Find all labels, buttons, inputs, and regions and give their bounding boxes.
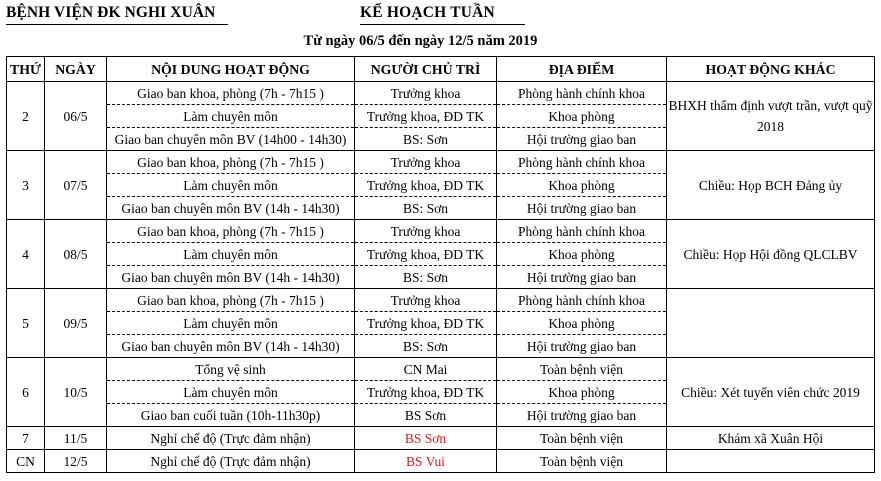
table-row — [7, 220, 875, 243]
cell-hoat-dong-khac: Chiều: Họp Hội đồng QLCLBV — [667, 220, 875, 289]
cell-noi-dung-hoat-dong: Giao ban khoa, phòng (7h - 7h15 ) — [107, 151, 355, 174]
cell-noi-dung-hoat-dong: Làm chuyên môn — [107, 105, 355, 128]
column-header-chutri: NGƯỜI CHỦ TRÌ — [355, 57, 497, 82]
cell-dia-diem: Phòng hành chính khoa — [497, 220, 667, 243]
table-header-row — [7, 57, 875, 82]
table-row — [7, 450, 875, 473]
cell-dia-diem: Toàn bệnh viện — [497, 358, 667, 381]
table-row — [7, 358, 875, 381]
cell-noi-dung-hoat-dong: Giao ban chuyên môn BV (14h - 14h30) — [107, 266, 355, 289]
cell-nguoi-chu-tri: CN Mai — [355, 358, 497, 381]
cell-ngay: 10/5 — [45, 358, 107, 427]
cell-dia-diem: Phòng hành chính khoa — [497, 82, 667, 105]
cell-nguoi-chu-tri: Trưởng khoa, ĐD TK — [355, 312, 497, 335]
cell-noi-dung-hoat-dong: Nghỉ chế độ (Trực đảm nhận) — [107, 450, 355, 473]
cell-nguoi-chu-tri: BS: Sơn — [355, 335, 497, 358]
cell-dia-diem: Khoa phòng — [497, 381, 667, 404]
cell-dia-diem: Khoa phòng — [497, 105, 667, 128]
cell-noi-dung-hoat-dong: Giao ban khoa, phòng (7h - 7h15 ) — [107, 289, 355, 312]
cell-hoat-dong-khac: BHXH thẩm định vượt trần, vượt quỹ 2018 — [667, 82, 875, 151]
cell-thu: 5 — [7, 289, 45, 358]
cell-nguoi-chu-tri: BS: Sơn — [355, 266, 497, 289]
cell-noi-dung-hoat-dong: Giao ban cuối tuần (10h-11h30p) — [107, 404, 355, 427]
cell-noi-dung-hoat-dong: Giao ban khoa, phòng (7h - 7h15 ) — [107, 220, 355, 243]
cell-hoat-dong-khac — [667, 450, 875, 473]
cell-dia-diem: Toàn bệnh viện — [497, 427, 667, 450]
cell-noi-dung-hoat-dong: Làm chuyên môn — [107, 243, 355, 266]
cell-hoat-dong-khac: Khám xã Xuân Hội — [667, 427, 875, 450]
cell-nguoi-chu-tri: Trưởng khoa, ĐD TK — [355, 105, 497, 128]
cell-nguoi-chu-tri: Trưởng khoa — [355, 220, 497, 243]
column-header-diadiem: ĐỊA ĐIỂM — [497, 57, 667, 82]
cell-ngay: 12/5 — [45, 450, 107, 473]
cell-dia-diem: Hội trường giao ban — [497, 128, 667, 151]
cell-ngay: 11/5 — [45, 427, 107, 450]
cell-nguoi-chu-tri: Trưởng khoa — [355, 151, 497, 174]
cell-thu: 6 — [7, 358, 45, 427]
cell-noi-dung-hoat-dong: Nghỉ chế độ (Trực đảm nhận) — [107, 427, 355, 450]
cell-nguoi-chu-tri: BS Sơn — [355, 404, 497, 427]
cell-noi-dung-hoat-dong: Làm chuyên môn — [107, 174, 355, 197]
cell-nguoi-chu-tri: Trưởng khoa, ĐD TK — [355, 243, 497, 266]
cell-nguoi-chu-tri: BS: Sơn — [355, 197, 497, 220]
cell-noi-dung-hoat-dong: Giao ban chuyên môn BV (14h - 14h30) — [107, 335, 355, 358]
cell-nguoi-chu-tri: Trưởng khoa, ĐD TK — [355, 381, 497, 404]
cell-thu: CN — [7, 450, 45, 473]
cell-noi-dung-hoat-dong: Giao ban chuyên môn BV (14h00 - 14h30) — [107, 128, 355, 151]
cell-ngay: 07/5 — [45, 151, 107, 220]
cell-thu: 2 — [7, 82, 45, 151]
table-header — [7, 57, 875, 82]
cell-nguoi-chu-tri: BS Vui — [355, 450, 497, 473]
column-header-hoatdongkhac: HOẠT ĐỘNG KHÁC — [667, 57, 875, 82]
document-subtitle: Từ ngày 06/5 đến ngày 12/5 năm 2019 — [303, 33, 538, 49]
cell-thu: 4 — [7, 220, 45, 289]
table-row — [7, 427, 875, 450]
cell-dia-diem: Khoa phòng — [497, 174, 667, 197]
cell-noi-dung-hoat-dong: Làm chuyên môn — [107, 381, 355, 404]
table-row — [7, 82, 875, 105]
cell-noi-dung-hoat-dong: Làm chuyên môn — [107, 312, 355, 335]
cell-hoat-dong-khac: Chiều: Xét tuyển viên chức 2019 — [667, 358, 875, 427]
cell-hoat-dong-khac — [667, 289, 875, 358]
table-body — [7, 82, 875, 473]
title-underline — [360, 24, 525, 25]
cell-thu: 7 — [7, 427, 45, 450]
cell-thu: 3 — [7, 151, 45, 220]
document-header — [0, 0, 881, 26]
cell-nguoi-chu-tri: Trưởng khoa — [355, 289, 497, 312]
document-title: KẾ HOẠCH TUẦN — [360, 4, 495, 21]
weekly-schedule-table — [6, 56, 875, 473]
cell-dia-diem: Khoa phòng — [497, 312, 667, 335]
cell-nguoi-chu-tri: BS: Sơn — [355, 128, 497, 151]
organization-underline — [6, 24, 228, 25]
cell-nguoi-chu-tri: Trưởng khoa — [355, 82, 497, 105]
cell-dia-diem: Hội trường giao ban — [497, 197, 667, 220]
cell-dia-diem: Toàn bệnh viện — [497, 450, 667, 473]
cell-ngay: 08/5 — [45, 220, 107, 289]
cell-dia-diem: Hội trường giao ban — [497, 266, 667, 289]
cell-hoat-dong-khac: Chiều: Họp BCH Đảng ủy — [667, 151, 875, 220]
column-header-noidung: NỘI DUNG HOẠT ĐỘNG — [107, 57, 355, 82]
cell-ngay: 06/5 — [45, 82, 107, 151]
cell-dia-diem: Hội trường giao ban — [497, 404, 667, 427]
cell-noi-dung-hoat-dong: Giao ban khoa, phòng (7h - 7h15 ) — [107, 82, 355, 105]
cell-nguoi-chu-tri: BS Sơn — [355, 427, 497, 450]
cell-dia-diem: Hội trường giao ban — [497, 335, 667, 358]
table-row — [7, 151, 875, 174]
cell-dia-diem: Khoa phòng — [497, 243, 667, 266]
cell-dia-diem: Phòng hành chính khoa — [497, 151, 667, 174]
cell-dia-diem: Phòng hành chính khoa — [497, 289, 667, 312]
cell-ngay: 09/5 — [45, 289, 107, 358]
column-header-ngay: NGÀY — [45, 57, 107, 82]
cell-noi-dung-hoat-dong: Tổng vệ sinh — [107, 358, 355, 381]
column-header-thu: THỨ — [7, 57, 45, 82]
cell-nguoi-chu-tri: Trưởng khoa, ĐD TK — [355, 174, 497, 197]
table-row — [7, 289, 875, 312]
organization-name: BỆNH VIỆN ĐK NGHI XUÂN — [6, 4, 216, 21]
cell-noi-dung-hoat-dong: Giao ban chuyên môn BV (14h - 14h30) — [107, 197, 355, 220]
